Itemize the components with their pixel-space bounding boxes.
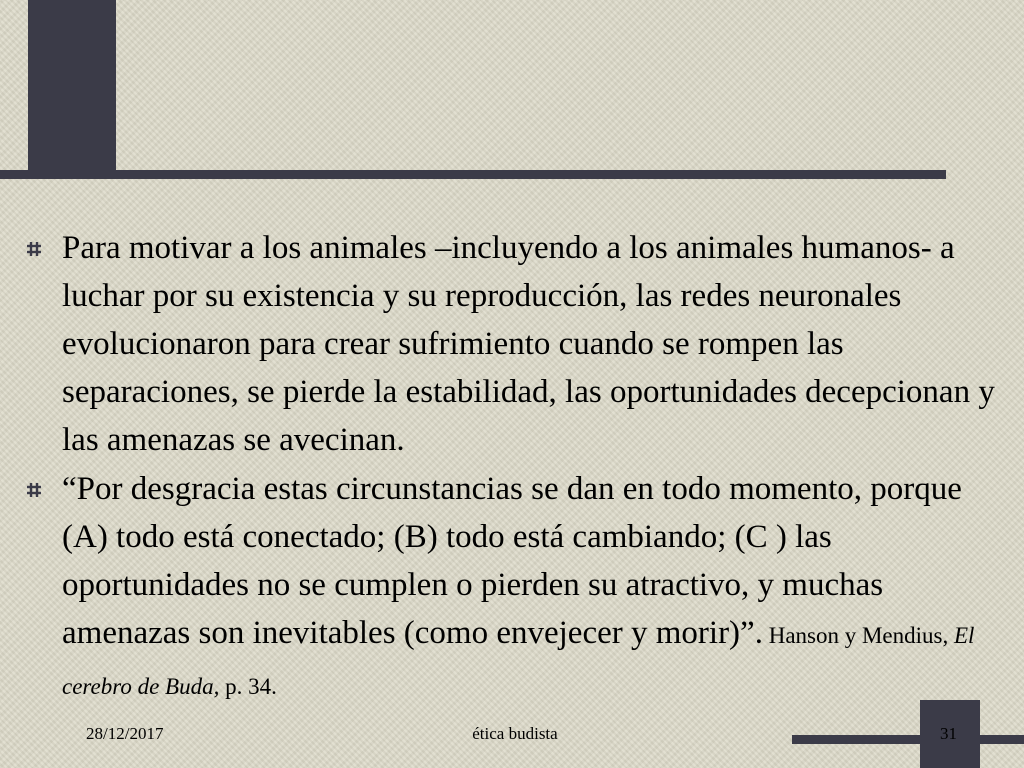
slide-body	[24, 224, 1014, 712]
footer-date: 28/12/2017	[86, 724, 164, 743]
footer-title: ética budista	[472, 724, 558, 743]
citation-authors: Hanson y Mendius,	[762, 623, 954, 648]
citation-page: p. 34.	[219, 674, 277, 699]
citation-book-title: El cerebro de Buda,	[62, 623, 975, 699]
slide-number: 31	[940, 724, 957, 743]
decorative-footer-bar	[792, 735, 1024, 744]
bullet-point-1	[24, 224, 1014, 464]
bullet-text: “Por desgracia estas circunstancias se dan en todo momento, porque (A) todo está conectado; (B) todo está cambiando; (C ) las oportunidades no se cumplen o pierden su atractivo, y muchas amenazas son inevitables (como envejecer y morir)”.	[62, 471, 962, 651]
hash-bullet-icon	[26, 241, 42, 257]
decorative-vertical-bar	[28, 0, 116, 178]
decorative-horizontal-bar	[0, 170, 946, 179]
bullet-point-2	[24, 465, 1014, 711]
hash-bullet-icon	[26, 482, 42, 498]
bullet-text: Para motivar a los animales –incluyendo a los animales humanos- a luchar por su existencia y su reproducción, las redes neuronales evolucionaron para crear sufrimiento cuando se rompen las separaciones, se pierde la estabilidad, las oportunidades decepcionan y las amenazas se avecinan.	[62, 230, 995, 458]
